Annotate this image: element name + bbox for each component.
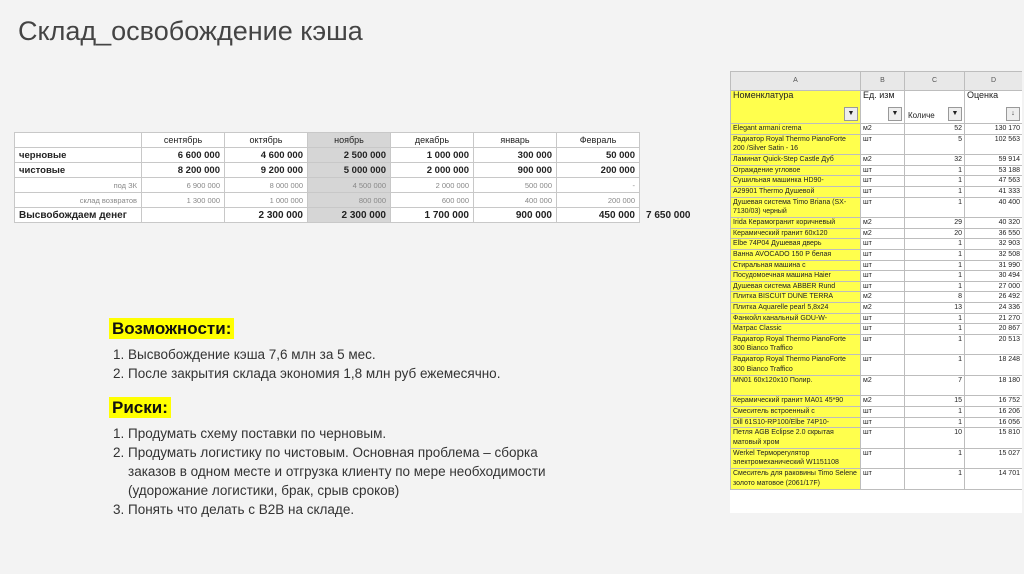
table-row [731, 448, 1023, 469]
cell-unit[interactable]: шт [861, 448, 905, 469]
cell-value[interactable]: 36 550 [965, 228, 1023, 239]
value-cell: 500 000 [474, 178, 557, 193]
page-title: Склад_освобождение кэша [18, 16, 363, 46]
risks-heading: Риски: [109, 397, 171, 418]
table-row [731, 186, 1023, 197]
month-header: январь [474, 133, 557, 148]
table-row [731, 271, 1023, 282]
cell-name[interactable]: Стиральная машина с [731, 260, 861, 271]
corner-cell [15, 133, 142, 148]
value-cell: 2 300 000 [308, 208, 391, 223]
empty-cell [640, 133, 695, 148]
cell-name[interactable]: Керамический гранит 60х120 [731, 228, 861, 239]
cell-name[interactable]: Радиатор Royal Thermo PianoForte 300 Bianco Traffico [731, 355, 861, 376]
cell-qty[interactable]: 10 [905, 428, 965, 449]
cell-unit[interactable]: шт [861, 197, 905, 218]
risk-item: 2. Продумать логистику по чистовым. Основная проблема – сборка заказов в одном месте и отгрузка клиенту по мере необходимости (удорожание логистики, брак, срыв сроков) [128, 443, 582, 500]
cell-name[interactable]: Смеситель для раковины Timo Selene золото матовое (2061/17F) [731, 469, 861, 490]
row-label: склад возвратов [15, 193, 142, 208]
cell-qty[interactable]: 1 [905, 313, 965, 324]
total-cell [640, 163, 695, 178]
cell-name[interactable]: Elegant armani crema [731, 124, 861, 135]
cell-name[interactable]: Радиатор Royal Thermo PianoForte 200 /Silver Satin - 16 [731, 134, 861, 155]
cell-qty[interactable]: 1 [905, 448, 965, 469]
cell-value[interactable]: 40 400 [965, 197, 1023, 218]
risks-list [112, 424, 582, 519]
cell-value[interactable]: 27 000 [965, 281, 1023, 292]
cell-qty[interactable]: 1 [905, 334, 965, 355]
cell-unit[interactable]: шт [861, 469, 905, 490]
cell-name[interactable]: Радиатор Royal Thermo PianoForte 300 Bianco Traffico [731, 334, 861, 355]
summary-row [15, 163, 695, 178]
cell-name[interactable]: Посудомоечная машина Haier [731, 271, 861, 282]
table-row [731, 355, 1023, 376]
cell-qty[interactable]: 29 [905, 218, 965, 229]
risk-item: 3. Понять что делать с B2B на складе. [128, 500, 582, 519]
value-cell: 300 000 [474, 148, 557, 163]
cell-value[interactable]: 15 027 [965, 448, 1023, 469]
cell-qty[interactable]: 1 [905, 417, 965, 428]
table-row [731, 134, 1023, 155]
summary-row [15, 148, 695, 163]
cell-value[interactable]: 40 320 [965, 218, 1023, 229]
table-row [731, 375, 1023, 396]
value-cell [142, 208, 225, 223]
value-cell: 200 000 [557, 163, 640, 178]
cell-qty[interactable]: 7 [905, 375, 965, 396]
cell-value[interactable]: 15 810 [965, 428, 1023, 449]
cell-qty[interactable]: 1 [905, 355, 965, 376]
header-name[interactable]: Номенклатура ▼ [731, 91, 861, 124]
cell-value[interactable]: 53 188 [965, 165, 1023, 176]
column-letters-row [731, 72, 1023, 91]
cell-unit[interactable]: шт [861, 271, 905, 282]
cell-name[interactable]: Плитка BISCUIT DUNE TERRA [731, 292, 861, 303]
sheet-header-row [731, 91, 1023, 124]
cell-unit[interactable]: шт [861, 428, 905, 449]
value-cell: 1 700 000 [391, 208, 474, 223]
cell-value[interactable]: 32 903 [965, 239, 1023, 250]
cell-qty[interactable]: 1 [905, 186, 965, 197]
header-qty[interactable]: Количе ▼ [905, 91, 965, 124]
row-label: черновые [15, 148, 142, 163]
inventory-spreadsheet [730, 71, 1022, 513]
summary-row [15, 178, 695, 193]
filter-dropdown-icon[interactable]: ▼ [948, 107, 962, 121]
value-cell: 6 600 000 [142, 148, 225, 163]
cell-unit[interactable]: шт [861, 324, 905, 335]
cell-value[interactable]: 32 508 [965, 249, 1023, 260]
cell-qty[interactable]: 1 [905, 260, 965, 271]
table-row [731, 428, 1023, 449]
cell-value[interactable]: 18 180 [965, 375, 1023, 396]
month-header: октябрь [225, 133, 308, 148]
table-row [731, 124, 1023, 135]
cell-qty[interactable]: 1 [905, 469, 965, 490]
column-letter[interactable]: D [965, 72, 1023, 91]
month-header: Февраль [557, 133, 640, 148]
value-cell: 400 000 [474, 193, 557, 208]
value-cell: 2 500 000 [308, 148, 391, 163]
table-row [731, 239, 1023, 250]
cell-value[interactable]: 14 701 [965, 469, 1023, 490]
month-header: декабрь [391, 133, 474, 148]
summary-row [15, 193, 695, 208]
cell-name[interactable]: Сушильная машинка HD90- [731, 176, 861, 187]
column-letter[interactable]: B [861, 72, 905, 91]
table-row [731, 324, 1023, 335]
cell-unit[interactable]: шт [861, 186, 905, 197]
cell-qty[interactable]: 52 [905, 124, 965, 135]
cell-value[interactable]: 16 206 [965, 407, 1023, 418]
value-cell: 1 300 000 [142, 193, 225, 208]
cell-unit[interactable]: м2 [861, 292, 905, 303]
cell-unit[interactable]: м2 [861, 375, 905, 396]
table-row [731, 292, 1023, 303]
table-row [731, 417, 1023, 428]
table-row [731, 165, 1023, 176]
table-row [731, 281, 1023, 292]
table-row [731, 469, 1023, 490]
total-cell [640, 148, 695, 163]
cell-qty[interactable]: 5 [905, 134, 965, 155]
cell-name[interactable]: Werkel Терморегулятор электромеханический W1151108 [731, 448, 861, 469]
opportunities-heading: Возможности: [109, 318, 234, 339]
cell-unit[interactable]: шт [861, 407, 905, 418]
cell-unit[interactable]: м2 [861, 155, 905, 166]
value-cell: 2 300 000 [225, 208, 308, 223]
cell-unit[interactable]: м2 [861, 302, 905, 313]
table-row [731, 155, 1023, 166]
cell-name[interactable]: Керамический гранит MA01 45*90 [731, 396, 861, 407]
total-cell [640, 178, 695, 193]
cell-qty[interactable]: 1 [905, 407, 965, 418]
value-cell: 8 200 000 [142, 163, 225, 178]
cell-qty[interactable]: 1 [905, 239, 965, 250]
cell-unit[interactable]: м2 [861, 396, 905, 407]
cell-qty[interactable]: 15 [905, 396, 965, 407]
cell-unit[interactable]: шт [861, 260, 905, 271]
cell-value[interactable]: 20 513 [965, 334, 1023, 355]
value-cell: 1 000 000 [391, 148, 474, 163]
cell-qty[interactable]: 1 [905, 324, 965, 335]
value-cell: 2 000 000 [391, 178, 474, 193]
cell-unit[interactable]: шт [861, 281, 905, 292]
table-row [731, 260, 1023, 271]
total-cell [640, 193, 695, 208]
cell-unit[interactable]: м2 [861, 218, 905, 229]
total-cell: 7 650 000 [646, 209, 691, 221]
filter-dropdown-icon[interactable]: ▼ [888, 107, 902, 121]
cell-qty[interactable]: 32 [905, 155, 965, 166]
table-row [731, 218, 1023, 229]
value-cell: 50 000 [557, 148, 640, 163]
cell-name[interactable]: Irida Керамогранит коричневый [731, 218, 861, 229]
cell-unit[interactable]: шт [861, 239, 905, 250]
cell-qty[interactable]: 1 [905, 249, 965, 260]
table-row [731, 176, 1023, 187]
value-cell: 450 000 [557, 208, 640, 223]
cell-qty[interactable]: 1 [905, 176, 965, 187]
cell-name[interactable]: Фанкойл канальный GDU-W- [731, 313, 861, 324]
cell-name[interactable]: MN01 60х120х10 Полир. [731, 375, 861, 396]
filter-dropdown-icon[interactable]: ▼ [844, 107, 858, 121]
sort-dropdown-icon[interactable]: ↓ [1006, 107, 1020, 121]
cell-name[interactable]: Матрас Classic [731, 324, 861, 335]
value-cell: 200 000 [557, 193, 640, 208]
risk-item: 1. Продумать схему поставки по черновым. [128, 424, 582, 443]
cell-unit[interactable]: шт [861, 134, 905, 155]
cell-name[interactable]: Плитка Aquarelle pearl 5,8х24 [731, 302, 861, 313]
cell-value[interactable]: 47 563 [965, 176, 1023, 187]
table-row [731, 249, 1023, 260]
value-cell: 900 000 [474, 163, 557, 178]
cell-value[interactable]: 16 056 [965, 417, 1023, 428]
value-cell: 800 000 [308, 193, 391, 208]
cell-value[interactable]: 102 563 [965, 134, 1023, 155]
value-cell: 6 900 000 [142, 178, 225, 193]
header-value[interactable]: Оценка ↓ [965, 91, 1023, 124]
header-unit[interactable]: Ед. изм ▼ [861, 91, 905, 124]
value-cell: 600 000 [391, 193, 474, 208]
column-letter[interactable]: A [731, 72, 861, 91]
cell-unit[interactable]: шт [861, 165, 905, 176]
table-row [731, 197, 1023, 218]
summary-row [15, 208, 695, 223]
cell-name[interactable]: Смеситель встроенный с [731, 407, 861, 418]
opportunities-list [112, 345, 582, 383]
value-cell: 5 000 000 [308, 163, 391, 178]
cell-name[interactable]: Ограждение угловое [731, 165, 861, 176]
table-row [731, 228, 1023, 239]
cell-qty[interactable]: 1 [905, 271, 965, 282]
cell-value[interactable]: 20 867 [965, 324, 1023, 335]
cell-name[interactable]: A29901 Thermo Душевой [731, 186, 861, 197]
cell-unit[interactable]: м2 [861, 124, 905, 135]
cell-value[interactable]: 26 492 [965, 292, 1023, 303]
value-cell: 4 500 000 [308, 178, 391, 193]
table-row [731, 396, 1023, 407]
opportunity-item: 2. После закрытия склада экономия 1,8 млн руб ежемесячно. [128, 364, 582, 383]
row-label: Высвобождаем денег [15, 208, 142, 223]
cell-unit[interactable]: шт [861, 249, 905, 260]
value-cell: 8 000 000 [225, 178, 308, 193]
cell-value[interactable]: 24 336 [965, 302, 1023, 313]
summary-header-row [15, 133, 695, 148]
cell-qty[interactable]: 13 [905, 302, 965, 313]
cell-name[interactable]: Ламинат Quick-Step Castle Дуб [731, 155, 861, 166]
opportunity-item: 1. Высвобождение кэша 7,6 млн за 5 мес. [128, 345, 582, 364]
value-cell: - [557, 178, 640, 193]
table-row [731, 313, 1023, 324]
table-row [731, 302, 1023, 313]
cell-name[interactable]: Elbe 74P04 Душевая дверь [731, 239, 861, 250]
row-label: под ЗК [15, 178, 142, 193]
cell-name[interactable]: Ванна AVOCADO 150 Р белая [731, 249, 861, 260]
cell-qty[interactable]: 20 [905, 228, 965, 239]
value-cell: 1 000 000 [225, 193, 308, 208]
cell-unit[interactable]: шт [861, 417, 905, 428]
table-row [731, 334, 1023, 355]
cell-qty[interactable]: 1 [905, 281, 965, 292]
cell-value[interactable]: 41 333 [965, 186, 1023, 197]
cell-value[interactable]: 130 170 [965, 124, 1023, 135]
cell-value[interactable]: 30 494 [965, 271, 1023, 282]
cell-unit[interactable]: шт [861, 176, 905, 187]
cell-name[interactable]: Петля AGB Eclipse 2.0 скрытая матовый хром [731, 428, 861, 449]
month-header: ноябрь [308, 133, 391, 148]
value-cell: 4 600 000 [225, 148, 308, 163]
cell-name[interactable]: Душевая система ABBER Rund [731, 281, 861, 292]
cell-unit[interactable]: шт [861, 334, 905, 355]
cell-name[interactable]: Душевая система Timo Briana (SX-7130/03) черный [731, 197, 861, 218]
cell-name[interactable]: Dill 61S10-RP100/Elbe 74P10- [731, 417, 861, 428]
cell-value[interactable]: 18 248 [965, 355, 1023, 376]
column-letter[interactable]: C [905, 72, 965, 91]
cell-qty[interactable]: 1 [905, 165, 965, 176]
cell-unit[interactable]: шт [861, 313, 905, 324]
value-cell: 2 000 000 [391, 163, 474, 178]
cell-qty[interactable]: 1 [905, 197, 965, 218]
cell-unit[interactable]: м2 [861, 228, 905, 239]
cash-release-table [14, 132, 695, 223]
row-label: чистовые [15, 163, 142, 178]
value-cell: 9 200 000 [225, 163, 308, 178]
cell-value[interactable]: 21 270 [965, 313, 1023, 324]
value-cell: 900 000 [474, 208, 557, 223]
notes-block [112, 318, 582, 519]
cell-qty[interactable]: 8 [905, 292, 965, 303]
cell-value[interactable]: 59 914 [965, 155, 1023, 166]
table-row [731, 407, 1023, 418]
month-header: сентябрь [142, 133, 225, 148]
cell-value[interactable]: 31 990 [965, 260, 1023, 271]
cell-value[interactable]: 16 752 [965, 396, 1023, 407]
cell-unit[interactable]: шт [861, 355, 905, 376]
